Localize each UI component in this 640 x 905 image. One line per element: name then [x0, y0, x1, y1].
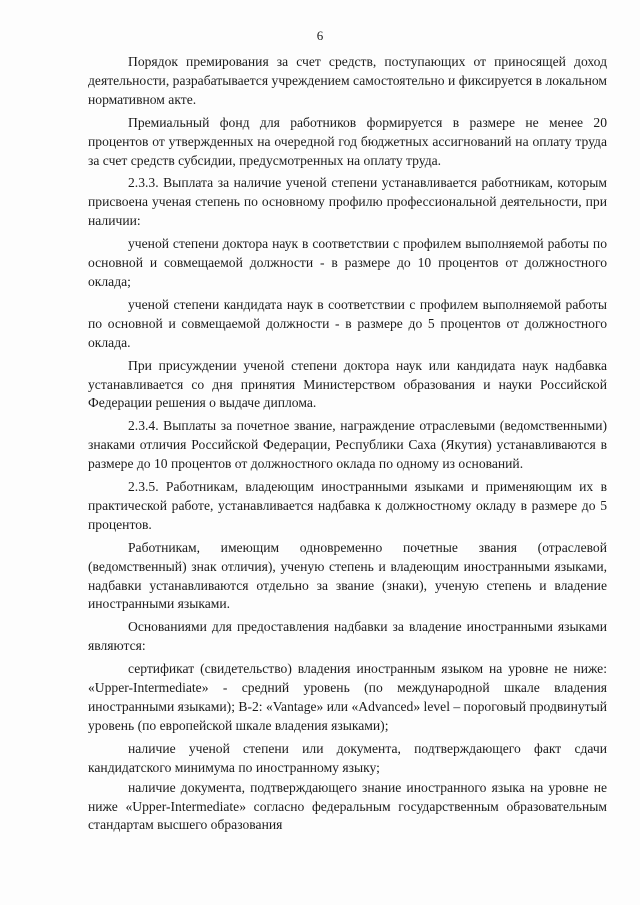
paragraph-2-3-5: 2.3.5. Работникам, владеющим иностранными языками и применяющим их в практической работе, устанавливается надбавка к должностному окладу в размере до 5 процентов. — [88, 479, 607, 532]
paragraph-language-document: наличие документа, подтверждающего знание иностранного языка на уровне не ниже «Upper-Intermediate» согласно федеральным государственным образовательным стандартам высшего образования — [88, 779, 607, 833]
paragraph-2-3-4: 2.3.4. Выплаты за почетное звание, награждение отраслевыми (ведомственными) знаками отличия Российской Федерации, Республики Саха (Якутия) устанавливаются в размере до 10 процентов от должностного оклада по одному из оснований. — [88, 418, 607, 472]
paragraph-2-3-3: 2.3.3. Выплата за наличие ученой степени устанавливается работникам, которым присвоена ученая степень по основному профилю профессиональной деятельности, при наличии: — [88, 175, 607, 229]
paragraph-language-certificate: сертификат (свидетельство) владения иностранным языком на уровне не ниже: «Upper-Intermediate» - средний уровень (по международной шкале владения иностранными языками); В-2: «Vantage» или «Advanced» level – пороговый продвинутый уровень (по европейской шкале владения языками); — [88, 661, 607, 733]
paragraph-bonus-procedure: Порядок премирования за счет средств, поступающих от приносящей доход деятельности, разрабатывается учреждением самостоятельно и фиксируется в локальном нормативном акте. — [88, 54, 607, 107]
paragraph-candidate-minimum: наличие ученой степени или документа, подтверждающего факт сдачи кандидатского минимума по иностранному языку; — [88, 740, 607, 775]
paragraph-degree-award: При присуждении ученой степени доктора наук или кандидата наук надбавка устанавливается со дня принятия Министерством образования и науки Российской Федерации решения о выдаче диплома. — [88, 357, 607, 411]
document-body — [88, 53, 607, 839]
paragraph-doctor-degree: ученой степени доктора наук в соответствии с профилем выполняемой работы по основной и совмещаемой должности - в размере до 10 процентов от должностного оклада; — [88, 236, 607, 289]
paragraph-bonus-fund: Премиальный фонд для работников формируется в размере не менее 20 процентов от утвержденных на очередной год бюджетных ассигнований на оплату труда за счет средств субсидии, предусмотренных на оплату труда. — [88, 114, 607, 168]
paragraph-combined-allowances: Работникам, имеющим одновременно почетные звания (отраслевой (ведомственный) знак отличия), ученую степень и владеющим иностранными языками, надбавки устанавливаются отдельно за звание (знаки), ученую степень и владение иностранными языками. — [88, 539, 607, 612]
page-number: 6 — [316, 28, 324, 43]
paragraph-language-grounds: Основаниями для предоставления надбавки за владение иностранными языками являются: — [88, 619, 607, 654]
paragraph-candidate-degree: ученой степени кандидата наук в соответствии с профилем выполняемой работы по основной и совмещаемой должности - в размере до 5 процентов от должностного оклада. — [88, 296, 607, 350]
